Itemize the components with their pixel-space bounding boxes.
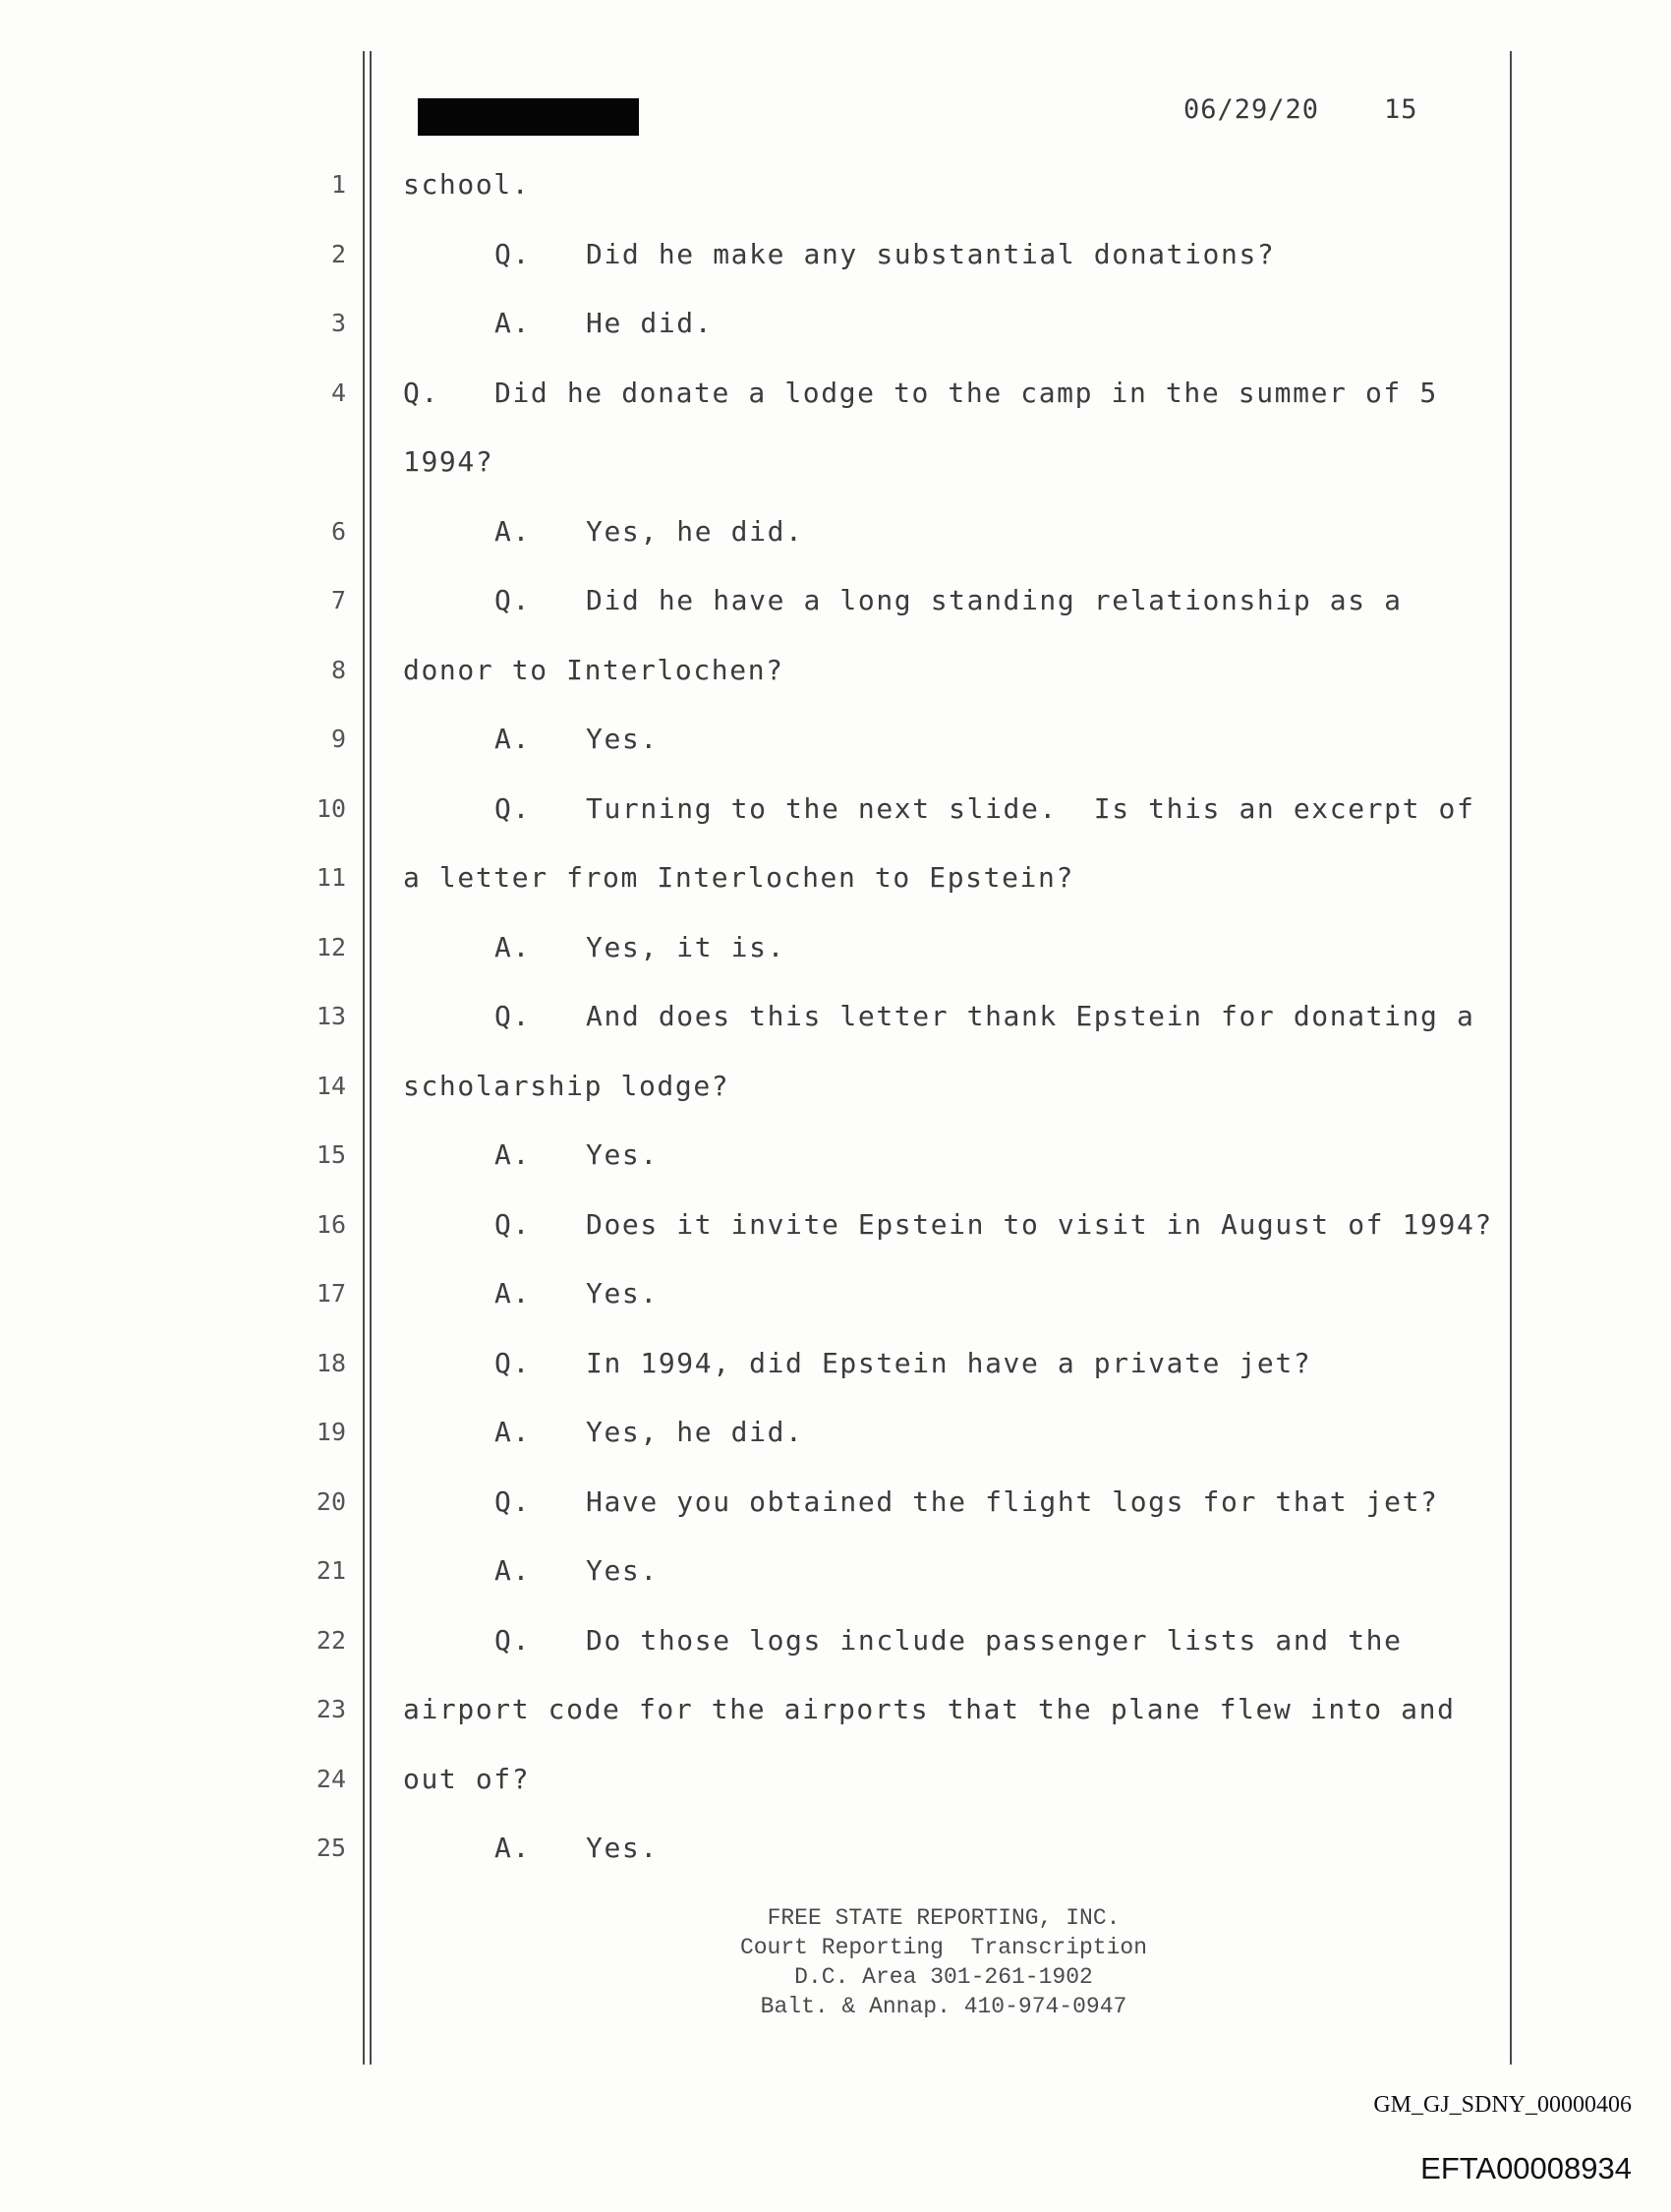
transcript-line	[0, 1690, 1671, 1729]
transcript-line	[0, 581, 1671, 620]
line-body: Do those logs include passenger lists and the	[586, 1624, 1403, 1657]
speaker-label: Q.	[494, 1000, 531, 1032]
transcript-line	[0, 512, 1671, 552]
line-body: out of?	[403, 1763, 531, 1795]
line-body: Yes.	[586, 1554, 659, 1587]
line-body: donor to Interlochen?	[403, 654, 784, 686]
footer-services: Court Reporting Transcription	[739, 1935, 1148, 1960]
line-number: 18	[316, 1349, 346, 1377]
line-number: 15	[316, 1140, 346, 1169]
line-number: 24	[316, 1765, 346, 1793]
line-text	[494, 304, 713, 343]
speaker-label: A.	[494, 1277, 531, 1310]
line-number: 7	[330, 586, 346, 614]
line-body: 1994?	[403, 445, 494, 478]
line-text	[494, 997, 1474, 1036]
line-text	[494, 1483, 1439, 1522]
transcript-line	[0, 789, 1671, 829]
line-number: 11	[316, 863, 346, 892]
line-text	[494, 1829, 659, 1868]
transcript-line	[0, 1621, 1671, 1660]
speaker-label: Q.	[494, 1347, 531, 1379]
page-number: 15	[1384, 94, 1418, 125]
line-text	[494, 1551, 659, 1591]
line-text	[494, 581, 1403, 620]
transcript-line	[0, 1551, 1671, 1591]
line-text	[403, 442, 493, 482]
line-body: scholarship lodge?	[403, 1070, 730, 1102]
line-body: Yes, he did.	[586, 515, 804, 548]
speaker-label: Q.	[494, 1208, 531, 1241]
transcript-line	[0, 1829, 1671, 1868]
line-body: Does it invite Epstein to visit in August of 1994?	[586, 1208, 1493, 1241]
footer-company: FREE STATE REPORTING, INC.	[767, 1905, 1121, 1931]
line-number: 1	[330, 170, 346, 199]
transcript-line	[0, 858, 1671, 898]
line-text	[494, 928, 785, 967]
line-number: 20	[316, 1487, 346, 1516]
line-body: Yes.	[586, 1832, 659, 1864]
line-text	[403, 1760, 530, 1799]
speaker-label: A.	[494, 515, 531, 548]
transcript-line	[0, 1205, 1671, 1245]
transcript-line	[0, 235, 1671, 274]
line-text	[403, 165, 530, 204]
line-text	[403, 1690, 1456, 1729]
line-body: Yes.	[586, 1138, 659, 1171]
line-text	[494, 789, 1474, 829]
speaker-label: A.	[494, 1416, 531, 1448]
line-body: In 1994, did Epstein have a private jet?	[586, 1347, 1312, 1379]
speaker-label: A.	[494, 1832, 531, 1864]
line-body: Did he make any substantial donations?	[586, 238, 1276, 270]
speaker-label: A.	[494, 1554, 531, 1587]
line-body: school.	[403, 168, 531, 201]
footer-dc-phone: D.C. Area 301-261-1902	[794, 1964, 1093, 1990]
line-text	[494, 1344, 1311, 1383]
line-body: Did he have a long standing relationship as a	[586, 584, 1403, 616]
line-body: Did he donate a lodge to the camp in the summer of 5	[494, 377, 1438, 409]
speaker-label: Q.	[403, 377, 439, 409]
line-number: 23	[316, 1695, 346, 1723]
header-date: 06/29/20	[1183, 94, 1320, 125]
line-number: 6	[330, 517, 346, 546]
line-body: He did.	[586, 307, 714, 339]
speaker-label: A.	[494, 931, 531, 963]
line-number: 4	[330, 378, 346, 407]
transcript-line	[0, 997, 1671, 1036]
speaker-label: Q.	[494, 1485, 531, 1518]
bates-number: GM_GJ_SDNY_00000406	[1373, 2092, 1632, 2118]
reporter-footer	[609, 1903, 1278, 2021]
line-number: 12	[316, 933, 346, 961]
speaker-label: A.	[494, 723, 531, 755]
efta-number: EFTA00008934	[1420, 2151, 1632, 2185]
transcript-line	[0, 651, 1671, 690]
line-body: Yes.	[586, 723, 659, 755]
line-text	[494, 1621, 1403, 1660]
line-body: Yes.	[586, 1277, 659, 1310]
line-number: 17	[316, 1279, 346, 1308]
transcript-line	[0, 1274, 1671, 1313]
line-number: 19	[316, 1418, 346, 1446]
transcript-line	[0, 1483, 1671, 1522]
transcript-line	[0, 928, 1671, 967]
line-number: 22	[316, 1626, 346, 1655]
speaker-label: Q.	[494, 792, 531, 825]
speaker-label: A.	[494, 1138, 531, 1171]
line-text	[494, 1205, 1493, 1245]
speaker-label: Q.	[494, 238, 531, 270]
line-text	[403, 651, 784, 690]
line-text	[494, 1274, 659, 1313]
line-number: 13	[316, 1002, 346, 1030]
line-number: 21	[316, 1556, 346, 1585]
line-text	[403, 374, 1438, 413]
line-text	[403, 1067, 729, 1106]
speaker-label: Q.	[494, 584, 531, 616]
transcript-line	[0, 1344, 1671, 1383]
line-text	[494, 1135, 659, 1175]
transcript-line	[0, 304, 1671, 343]
line-body: And does this letter thank Epstein for donating a	[586, 1000, 1475, 1032]
line-body: Have you obtained the flight logs for that jet?	[586, 1485, 1439, 1518]
transcript-line	[0, 1067, 1671, 1106]
line-text	[494, 512, 804, 552]
transcript-line	[0, 1413, 1671, 1452]
line-text	[403, 858, 1074, 898]
line-number: 2	[330, 240, 346, 268]
transcript-line	[0, 720, 1671, 759]
line-number: 3	[330, 309, 346, 337]
transcript-line	[0, 165, 1671, 204]
line-number: 8	[330, 656, 346, 684]
transcript-line	[0, 1135, 1671, 1175]
line-text	[494, 235, 1275, 274]
line-text	[494, 720, 659, 759]
line-body: Yes, he did.	[586, 1416, 804, 1448]
line-body: a letter from Interlochen to Epstein?	[403, 861, 1074, 894]
line-number: 14	[316, 1072, 346, 1100]
redaction-bar	[418, 98, 639, 136]
line-number: 25	[316, 1834, 346, 1862]
line-text	[494, 1413, 804, 1452]
line-number: 9	[330, 725, 346, 753]
transcript-line	[0, 442, 1671, 482]
line-number: 10	[316, 794, 346, 823]
transcript-line	[0, 1760, 1671, 1799]
line-body: Turning to the next slide. Is this an excerpt of	[586, 792, 1475, 825]
speaker-label: Q.	[494, 1624, 531, 1657]
line-body: airport code for the airports that the plane flew into and	[403, 1693, 1456, 1725]
footer-balt-phone: Balt. & Annap. 410-974-0947	[760, 1994, 1127, 2019]
speaker-label: A.	[494, 307, 531, 339]
transcript-line	[0, 374, 1671, 413]
line-body: Yes, it is.	[586, 931, 786, 963]
line-number: 16	[316, 1210, 346, 1239]
